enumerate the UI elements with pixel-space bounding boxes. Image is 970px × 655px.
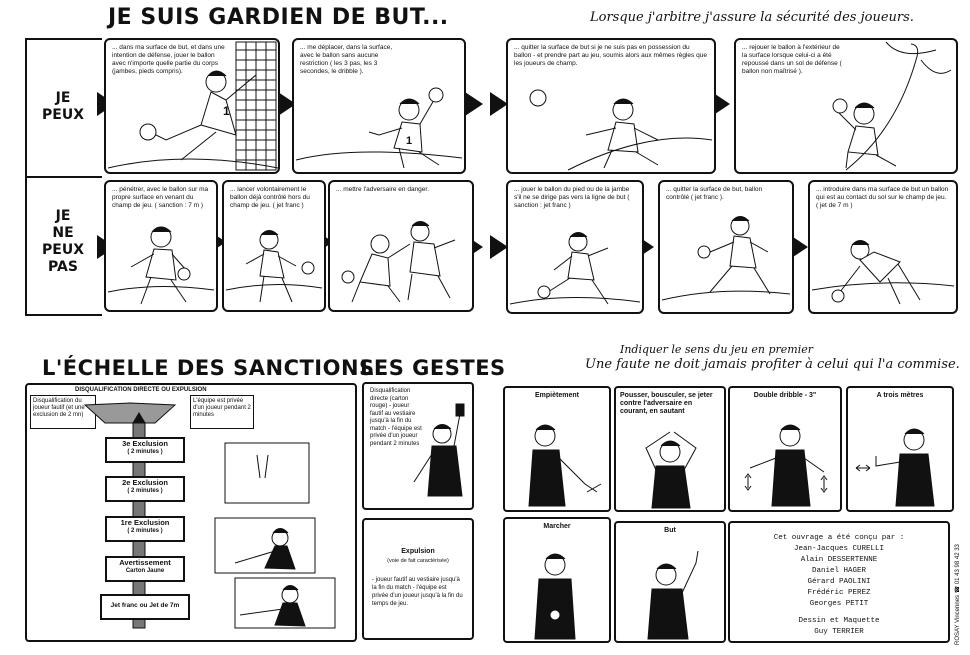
geste-empietement bbox=[503, 386, 611, 512]
goalkeeper-kick-illustration bbox=[508, 182, 642, 312]
credits-box bbox=[728, 521, 950, 643]
geste-label: Double dribble - 3" bbox=[753, 392, 817, 399]
panel-text: ... introduire dans ma surface de but un ballon qui est au contact du sol sur le champ de jeu. ( jet de 7 m ) bbox=[816, 186, 949, 209]
geste-label: Marcher bbox=[543, 523, 571, 530]
referee-illustration bbox=[616, 388, 724, 510]
title-gestes: LES GESTES bbox=[360, 356, 506, 380]
step-title: 3e Exclusion bbox=[122, 439, 168, 448]
svg-text:1: 1 bbox=[223, 104, 230, 118]
card-sub: (voie de fait caractérisée) bbox=[387, 558, 449, 564]
referee-illustration bbox=[364, 384, 472, 508]
player-illustration bbox=[224, 182, 324, 310]
panel-gardien-peux-1 bbox=[104, 38, 280, 174]
panel-securite-peux-pas-2 bbox=[658, 180, 794, 314]
player-illustration bbox=[106, 182, 216, 310]
goalkeeper-illustration bbox=[736, 40, 956, 172]
panel-text: ... dans ma surface de but, et dans une intention de défense, jouer le ballon avec n'importe quelle partie du corps (jambes, pieds compris). bbox=[112, 44, 225, 75]
panel-securite-peux-pas-3 bbox=[808, 180, 958, 314]
credit-name: Gérard PAOLINI bbox=[807, 578, 871, 586]
panel-gardien-peux-pas-2 bbox=[222, 180, 326, 312]
panel-text: ... quitter la surface de but si je ne suis pas en possession du ballon - et prendre part au jeu, soumis alors aux mêmes règles que les joueurs de champ. bbox=[514, 44, 707, 67]
geste-trois-metres bbox=[846, 386, 954, 512]
step-sub: ( 2 minutes ) bbox=[127, 488, 163, 494]
goalkeeper-illustration bbox=[106, 40, 278, 172]
goalkeeper-illustration bbox=[294, 40, 464, 172]
geste-pousser bbox=[614, 386, 726, 512]
geste-but bbox=[614, 521, 726, 643]
step-title: 1re Exclusion bbox=[120, 518, 170, 527]
svg-text:1: 1 bbox=[406, 135, 413, 147]
panel-securite-peux-2 bbox=[734, 38, 958, 174]
panel-gardien-peux-2 bbox=[292, 38, 466, 174]
credit-name: Alain DESSERTENNE bbox=[800, 556, 878, 564]
credit-name: Jean-Jacques CURELLI bbox=[793, 545, 884, 553]
step-sub: Carton Jaune bbox=[125, 568, 165, 574]
ladder-step-jet: Jet franc ou Jet de 7m bbox=[100, 594, 190, 620]
credit-name: Daniel HAGER bbox=[811, 567, 866, 575]
geste-label: Pousser, bousculer, se jeter contre l'adversaire en courant, en sautant bbox=[620, 392, 713, 415]
row-label-peux: JE PEUX bbox=[42, 90, 84, 123]
ladder-step-1 bbox=[105, 516, 185, 542]
ladder-step-2 bbox=[105, 476, 185, 502]
panel-text: ... lancer volontairement le ballon déjà contrôlé hors du champ de jeu. ( jet franc ) bbox=[230, 186, 310, 209]
goalkeeper-crouch-illustration bbox=[810, 182, 956, 312]
referee-illustration bbox=[848, 388, 952, 510]
echelle-right-note: L'équipe est privée d'un joueur pendant 2 minutes bbox=[190, 395, 254, 429]
collision-illustration bbox=[330, 182, 472, 310]
panel-securite-peux-1 bbox=[506, 38, 716, 174]
panel-text: ... me déplacer, dans la surface, avec le ballon sans aucune restriction ( les 3 pas, les 3 secondes, le dribble ). bbox=[300, 44, 393, 75]
credit-name: Georges PETIT bbox=[809, 600, 869, 608]
title-securite: Lorsque j'arbitre j'assure la sécurité des joueurs. bbox=[590, 10, 914, 25]
referee-illustration bbox=[505, 388, 609, 510]
goalkeeper-illustration bbox=[660, 182, 792, 312]
referee-illustration bbox=[505, 519, 609, 641]
panel-gardien-peux-pas-1 bbox=[104, 180, 218, 312]
step-title: 2e Exclusion bbox=[122, 478, 168, 487]
panel-text: ... quitter la surface de but, ballon contrôlé ( jet franc ). bbox=[666, 186, 763, 201]
arrow-icon bbox=[465, 92, 483, 116]
panel-text: ... mettre l'adversaire en danger. bbox=[336, 186, 430, 193]
credits-dessin: Dessin et Maquette bbox=[798, 617, 880, 625]
geste-double-dribble bbox=[728, 386, 842, 512]
panel-securite-peux-pas-1 bbox=[506, 180, 644, 314]
row-label-peux-pas: JE NE PEUX PAS bbox=[42, 208, 84, 275]
panel-text: ... rejouer le ballon à l'extérieur de la surface lorsque celui-ci a été repoussé dans un sol de défense ( ballon non maîtrisé ). bbox=[742, 44, 842, 75]
geste-marcher bbox=[503, 517, 611, 643]
card-expulsion bbox=[362, 518, 474, 640]
goalkeeper-illustration bbox=[508, 40, 714, 172]
ladder-step-avertissement bbox=[105, 556, 185, 582]
side-print: ROSAY Vincennes ☎ 01 43 98 42 33 bbox=[955, 544, 961, 645]
referee-illustration bbox=[730, 388, 840, 510]
panel-text: ... jouer le ballon du pied ou de la jambe s'il ne se dirige pas vers la ligne de but ( sanction : jet franc ) bbox=[514, 186, 630, 209]
geste-label: A trois mètres bbox=[876, 392, 924, 399]
sens-line-2: Une faute ne doit jamais profiter à celui qui l'a commise. bbox=[585, 357, 960, 372]
panel-text: ... pénétrer, avec le ballon sur ma propre surface en venant du champ de jeu. ( sanction : 7 m ) bbox=[112, 186, 209, 209]
card-text: Disqualification directe (carton rouge) - joueur fautif au vestiaire jusqu'à la fin du match - l'équipe est privée d'un joueur pendant 2 minutes bbox=[370, 388, 422, 447]
credit-name: Guy TERRIER bbox=[814, 628, 864, 636]
step-title: Avertissement bbox=[119, 558, 171, 567]
echelle-left-note: Disqualification du joueur fautif (et une exclusion de 2 mn) bbox=[30, 395, 96, 429]
credits-intro: Cet ouvrage a été conçu par : bbox=[773, 534, 905, 542]
geste-label: Empiètement bbox=[535, 392, 579, 399]
ladder-step-3 bbox=[105, 437, 185, 463]
step-sub: ( 2 minutes ) bbox=[127, 449, 163, 455]
panel-gardien-peux-pas-3 bbox=[328, 180, 474, 312]
card-text: - joueur fautif au vestiaire jusqu'à la fin du match - l'équipe est privée d'un joueur jusqu'à la fin du temps de jeu. bbox=[372, 577, 463, 607]
credit-name: Frédéric PEREZ bbox=[807, 589, 871, 597]
title-echelle: L'ÉCHELLE DES SANCTIONS bbox=[42, 356, 375, 380]
card-title: Expulsion bbox=[401, 548, 435, 555]
geste-label: But bbox=[664, 527, 676, 534]
sens-line-1: Indiquer le sens du jeu en premier bbox=[620, 343, 814, 356]
referee-illustration bbox=[616, 523, 724, 641]
step-sub: ( 2 minutes ) bbox=[127, 528, 163, 534]
echelle-top-label: DISQUALIFICATION DIRECTE OU EXPULSION bbox=[75, 387, 207, 393]
title-gardien: JE SUIS GARDIEN DE BUT... bbox=[108, 5, 449, 30]
card-disqualification bbox=[362, 382, 474, 510]
